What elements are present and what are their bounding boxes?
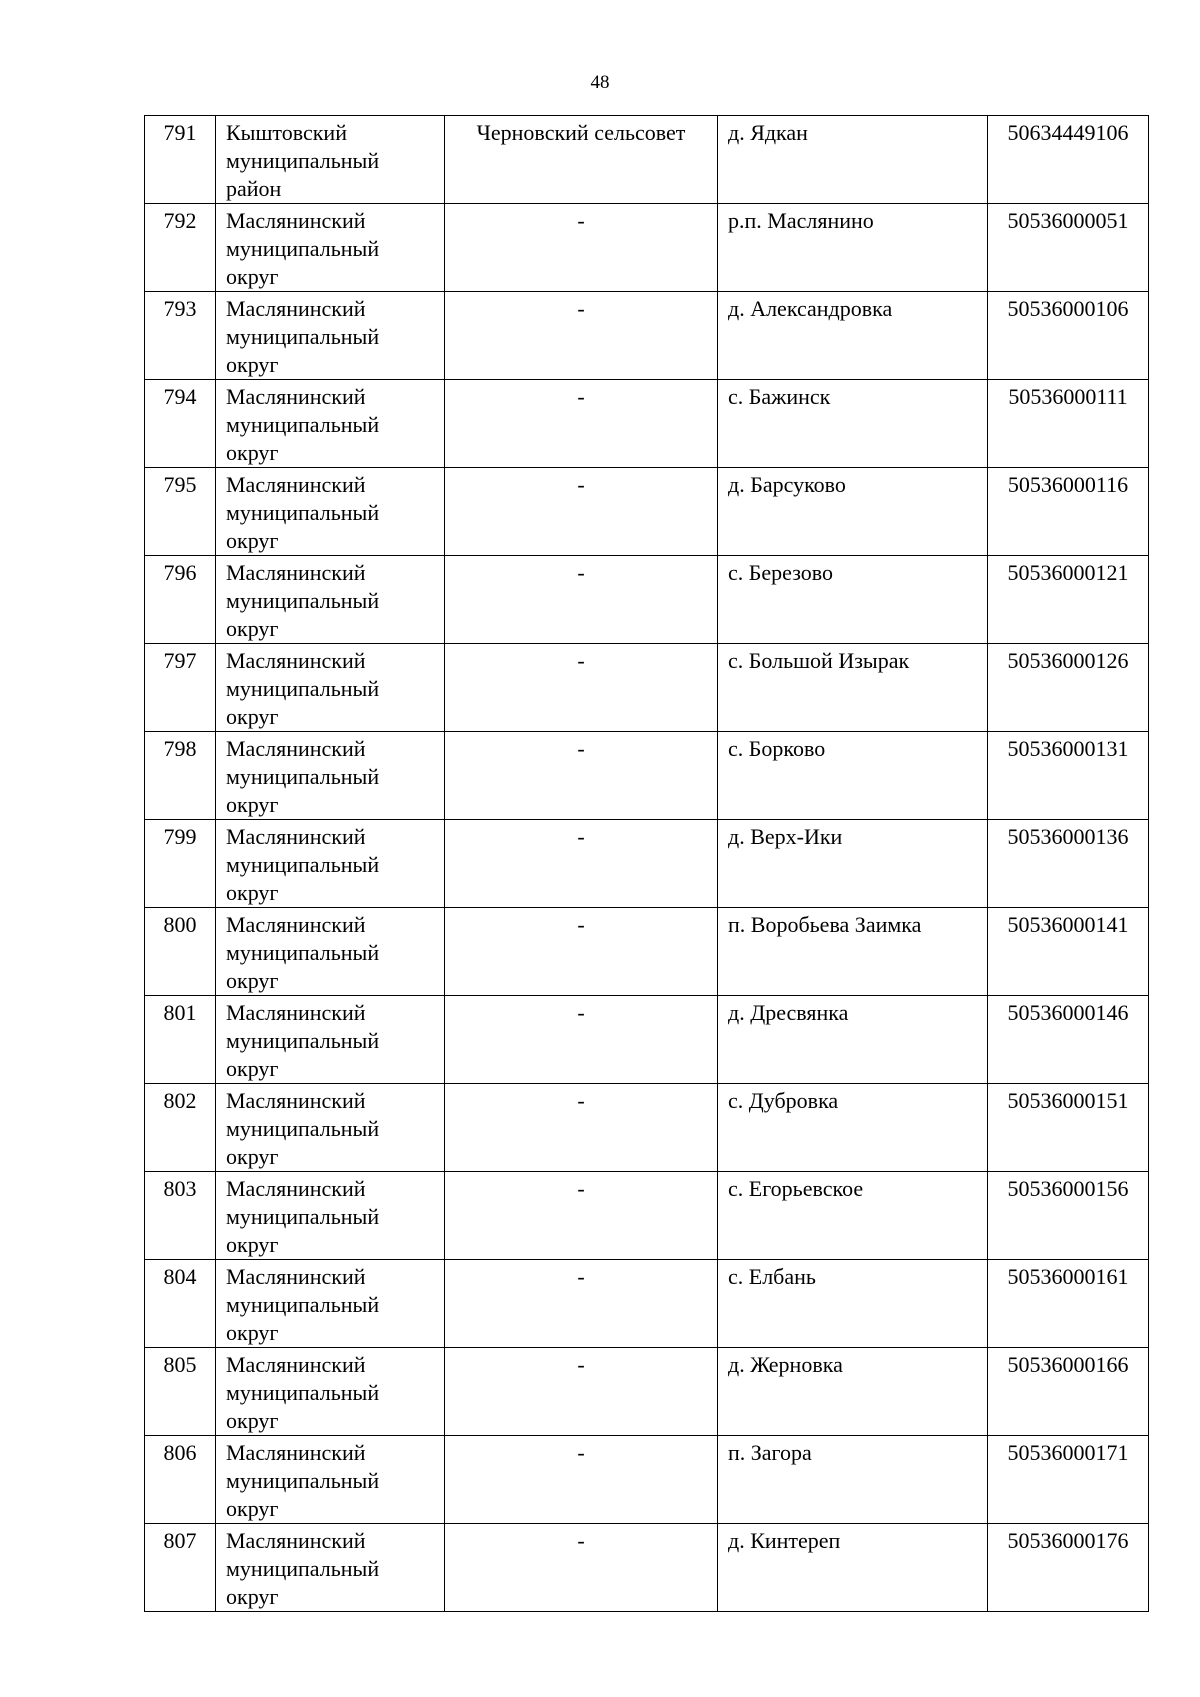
district-line: муниципальный	[226, 236, 380, 261]
district-line: Маслянинский	[226, 1176, 366, 1201]
locality-cell: д. Ядкан	[718, 116, 988, 204]
row-number-cell: 795	[145, 468, 216, 556]
district-line: муниципальный	[226, 148, 380, 173]
district-cell	[216, 908, 445, 996]
district-line: муниципальный	[226, 852, 380, 877]
district-line: муниципальный	[226, 588, 380, 613]
district-line: Маслянинский	[226, 912, 366, 937]
district-line: муниципальный	[226, 764, 380, 789]
locality-cell: д. Александровка	[718, 292, 988, 380]
oktmo-code-cell: 50536000166	[988, 1348, 1149, 1436]
settlement-cell: Черновский сельсовет	[445, 116, 718, 204]
table-row	[145, 1348, 1149, 1436]
district-cell	[216, 1436, 445, 1524]
locality-cell: с. Елбань	[718, 1260, 988, 1348]
row-number-cell: 803	[145, 1172, 216, 1260]
district-line: Маслянинский	[226, 1528, 366, 1553]
table-row	[145, 1260, 1149, 1348]
row-number-cell: 804	[145, 1260, 216, 1348]
oktmo-code-cell: 50536000111	[988, 380, 1149, 468]
district-line: муниципальный	[226, 1116, 380, 1141]
oktmo-code-cell: 50536000156	[988, 1172, 1149, 1260]
district-line: округ	[226, 352, 279, 377]
table-row	[145, 732, 1149, 820]
district-cell	[216, 468, 445, 556]
table-row	[145, 996, 1149, 1084]
settlement-cell: -	[445, 1172, 718, 1260]
table-row	[145, 556, 1149, 644]
district-line: Маслянинский	[226, 472, 366, 497]
district-line: Маслянинский	[226, 296, 366, 321]
locality-cell: с. Березово	[718, 556, 988, 644]
district-line: муниципальный	[226, 1292, 380, 1317]
district-cell	[216, 380, 445, 468]
district-cell	[216, 556, 445, 644]
district-line: округ	[226, 704, 279, 729]
district-cell	[216, 1348, 445, 1436]
district-line: муниципальный	[226, 500, 380, 525]
district-cell	[216, 996, 445, 1084]
district-line: округ	[226, 1408, 279, 1433]
locality-cell: д. Дресвянка	[718, 996, 988, 1084]
oktmo-code-cell: 50536000126	[988, 644, 1149, 732]
district-cell	[216, 644, 445, 732]
district-line: муниципальный	[226, 1468, 380, 1493]
oktmo-code-cell: 50536000136	[988, 820, 1149, 908]
oktmo-code-cell: 50536000171	[988, 1436, 1149, 1524]
district-cell	[216, 1524, 445, 1612]
district-cell	[216, 732, 445, 820]
row-number-cell: 797	[145, 644, 216, 732]
row-number-cell: 802	[145, 1084, 216, 1172]
settlement-cell: -	[445, 292, 718, 380]
locality-cell: д. Барсуково	[718, 468, 988, 556]
row-number-cell: 794	[145, 380, 216, 468]
district-line: округ	[226, 616, 279, 641]
locality-cell: п. Загора	[718, 1436, 988, 1524]
district-line: округ	[226, 968, 279, 993]
settlement-cell: -	[445, 644, 718, 732]
district-line: округ	[226, 1496, 279, 1521]
row-number-cell: 805	[145, 1348, 216, 1436]
district-line: Маслянинский	[226, 1088, 366, 1113]
table-row	[145, 468, 1149, 556]
oktmo-code-cell: 50536000141	[988, 908, 1149, 996]
district-line: округ	[226, 1144, 279, 1169]
oktmo-code-cell: 50536000106	[988, 292, 1149, 380]
locality-cell: с. Бажинск	[718, 380, 988, 468]
table-row	[145, 1084, 1149, 1172]
table-body	[145, 116, 1149, 1612]
locality-cell: с. Борково	[718, 732, 988, 820]
settlement-cell: -	[445, 1436, 718, 1524]
district-line: Маслянинский	[226, 1440, 366, 1465]
district-line: район	[226, 176, 282, 201]
row-number-cell: 807	[145, 1524, 216, 1612]
district-line: муниципальный	[226, 940, 380, 965]
table-row	[145, 292, 1149, 380]
locality-cell: д. Кинтереп	[718, 1524, 988, 1612]
district-line: округ	[226, 1056, 279, 1081]
district-line: муниципальный	[226, 676, 380, 701]
page-number: 48	[590, 72, 610, 93]
oktmo-code-cell: 50536000121	[988, 556, 1149, 644]
district-line: Маслянинский	[226, 1264, 366, 1289]
district-line: Маслянинский	[226, 648, 366, 673]
district-line: Маслянинский	[226, 824, 366, 849]
oktmo-code-cell: 50536000161	[988, 1260, 1149, 1348]
district-cell	[216, 292, 445, 380]
district-cell	[216, 204, 445, 292]
district-line: муниципальный	[226, 412, 380, 437]
settlement-cell: -	[445, 380, 718, 468]
row-number-cell: 791	[145, 116, 216, 204]
district-cell	[216, 1084, 445, 1172]
settlement-cell: -	[445, 1260, 718, 1348]
row-number-cell: 801	[145, 996, 216, 1084]
district-line: муниципальный	[226, 1380, 380, 1405]
district-line: округ	[226, 880, 279, 905]
oktmo-code-cell: 50536000116	[988, 468, 1149, 556]
locality-cell: с. Большой Изырак	[718, 644, 988, 732]
settlement-cell: -	[445, 468, 718, 556]
district-line: округ	[226, 440, 279, 465]
oktmo-code-cell: 50536000176	[988, 1524, 1149, 1612]
settlement-cell: -	[445, 908, 718, 996]
row-number-cell: 793	[145, 292, 216, 380]
row-number-cell: 792	[145, 204, 216, 292]
district-line: Маслянинский	[226, 736, 366, 761]
table-row	[145, 116, 1149, 204]
table-row	[145, 1436, 1149, 1524]
district-cell	[216, 820, 445, 908]
oktmo-code-cell: 50536000051	[988, 204, 1149, 292]
settlement-cell: -	[445, 1524, 718, 1612]
settlement-cell: -	[445, 1084, 718, 1172]
oktmo-code-cell: 50536000151	[988, 1084, 1149, 1172]
table-row	[145, 908, 1149, 996]
district-line: Кыштовский	[226, 120, 347, 145]
table-row	[145, 1524, 1149, 1612]
oktmo-code-cell: 50536000146	[988, 996, 1149, 1084]
settlement-cell: -	[445, 996, 718, 1084]
locality-cell: п. Воробьева Заимка	[718, 908, 988, 996]
table-row	[145, 820, 1149, 908]
district-line: муниципальный	[226, 324, 380, 349]
settlement-cell: -	[445, 556, 718, 644]
table-row	[145, 644, 1149, 732]
row-number-cell: 800	[145, 908, 216, 996]
settlement-cell: -	[445, 1348, 718, 1436]
row-number-cell: 806	[145, 1436, 216, 1524]
table-row	[145, 1172, 1149, 1260]
district-line: округ	[226, 1584, 279, 1609]
row-number-cell: 799	[145, 820, 216, 908]
district-line: округ	[226, 1232, 279, 1257]
table-row	[145, 380, 1149, 468]
district-line: муниципальный	[226, 1556, 380, 1581]
district-line: округ	[226, 792, 279, 817]
oktmo-code-cell: 50634449106	[988, 116, 1149, 204]
district-line: Маслянинский	[226, 1352, 366, 1377]
district-line: Маслянинский	[226, 1000, 366, 1025]
district-line: муниципальный	[226, 1028, 380, 1053]
settlement-cell: -	[445, 204, 718, 292]
row-number-cell: 796	[145, 556, 216, 644]
locality-cell: д. Верх-Ики	[718, 820, 988, 908]
locality-cell: с. Дубровка	[718, 1084, 988, 1172]
settlement-cell: -	[445, 820, 718, 908]
district-line: Маслянинский	[226, 208, 366, 233]
district-line: округ	[226, 264, 279, 289]
settlement-cell: -	[445, 732, 718, 820]
district-cell	[216, 1260, 445, 1348]
locality-cell: р.п. Маслянино	[718, 204, 988, 292]
locality-cell: д. Жерновка	[718, 1348, 988, 1436]
oktmo-code-cell: 50536000131	[988, 732, 1149, 820]
district-cell	[216, 116, 445, 204]
row-number-cell: 798	[145, 732, 216, 820]
district-line: округ	[226, 1320, 279, 1345]
district-line: муниципальный	[226, 1204, 380, 1229]
table-row	[145, 204, 1149, 292]
district-line: округ	[226, 528, 279, 553]
district-cell	[216, 1172, 445, 1260]
district-line: Маслянинский	[226, 560, 366, 585]
locality-cell: с. Егорьевское	[718, 1172, 988, 1260]
district-line: Маслянинский	[226, 384, 366, 409]
locality-registry-table	[144, 115, 1149, 1612]
